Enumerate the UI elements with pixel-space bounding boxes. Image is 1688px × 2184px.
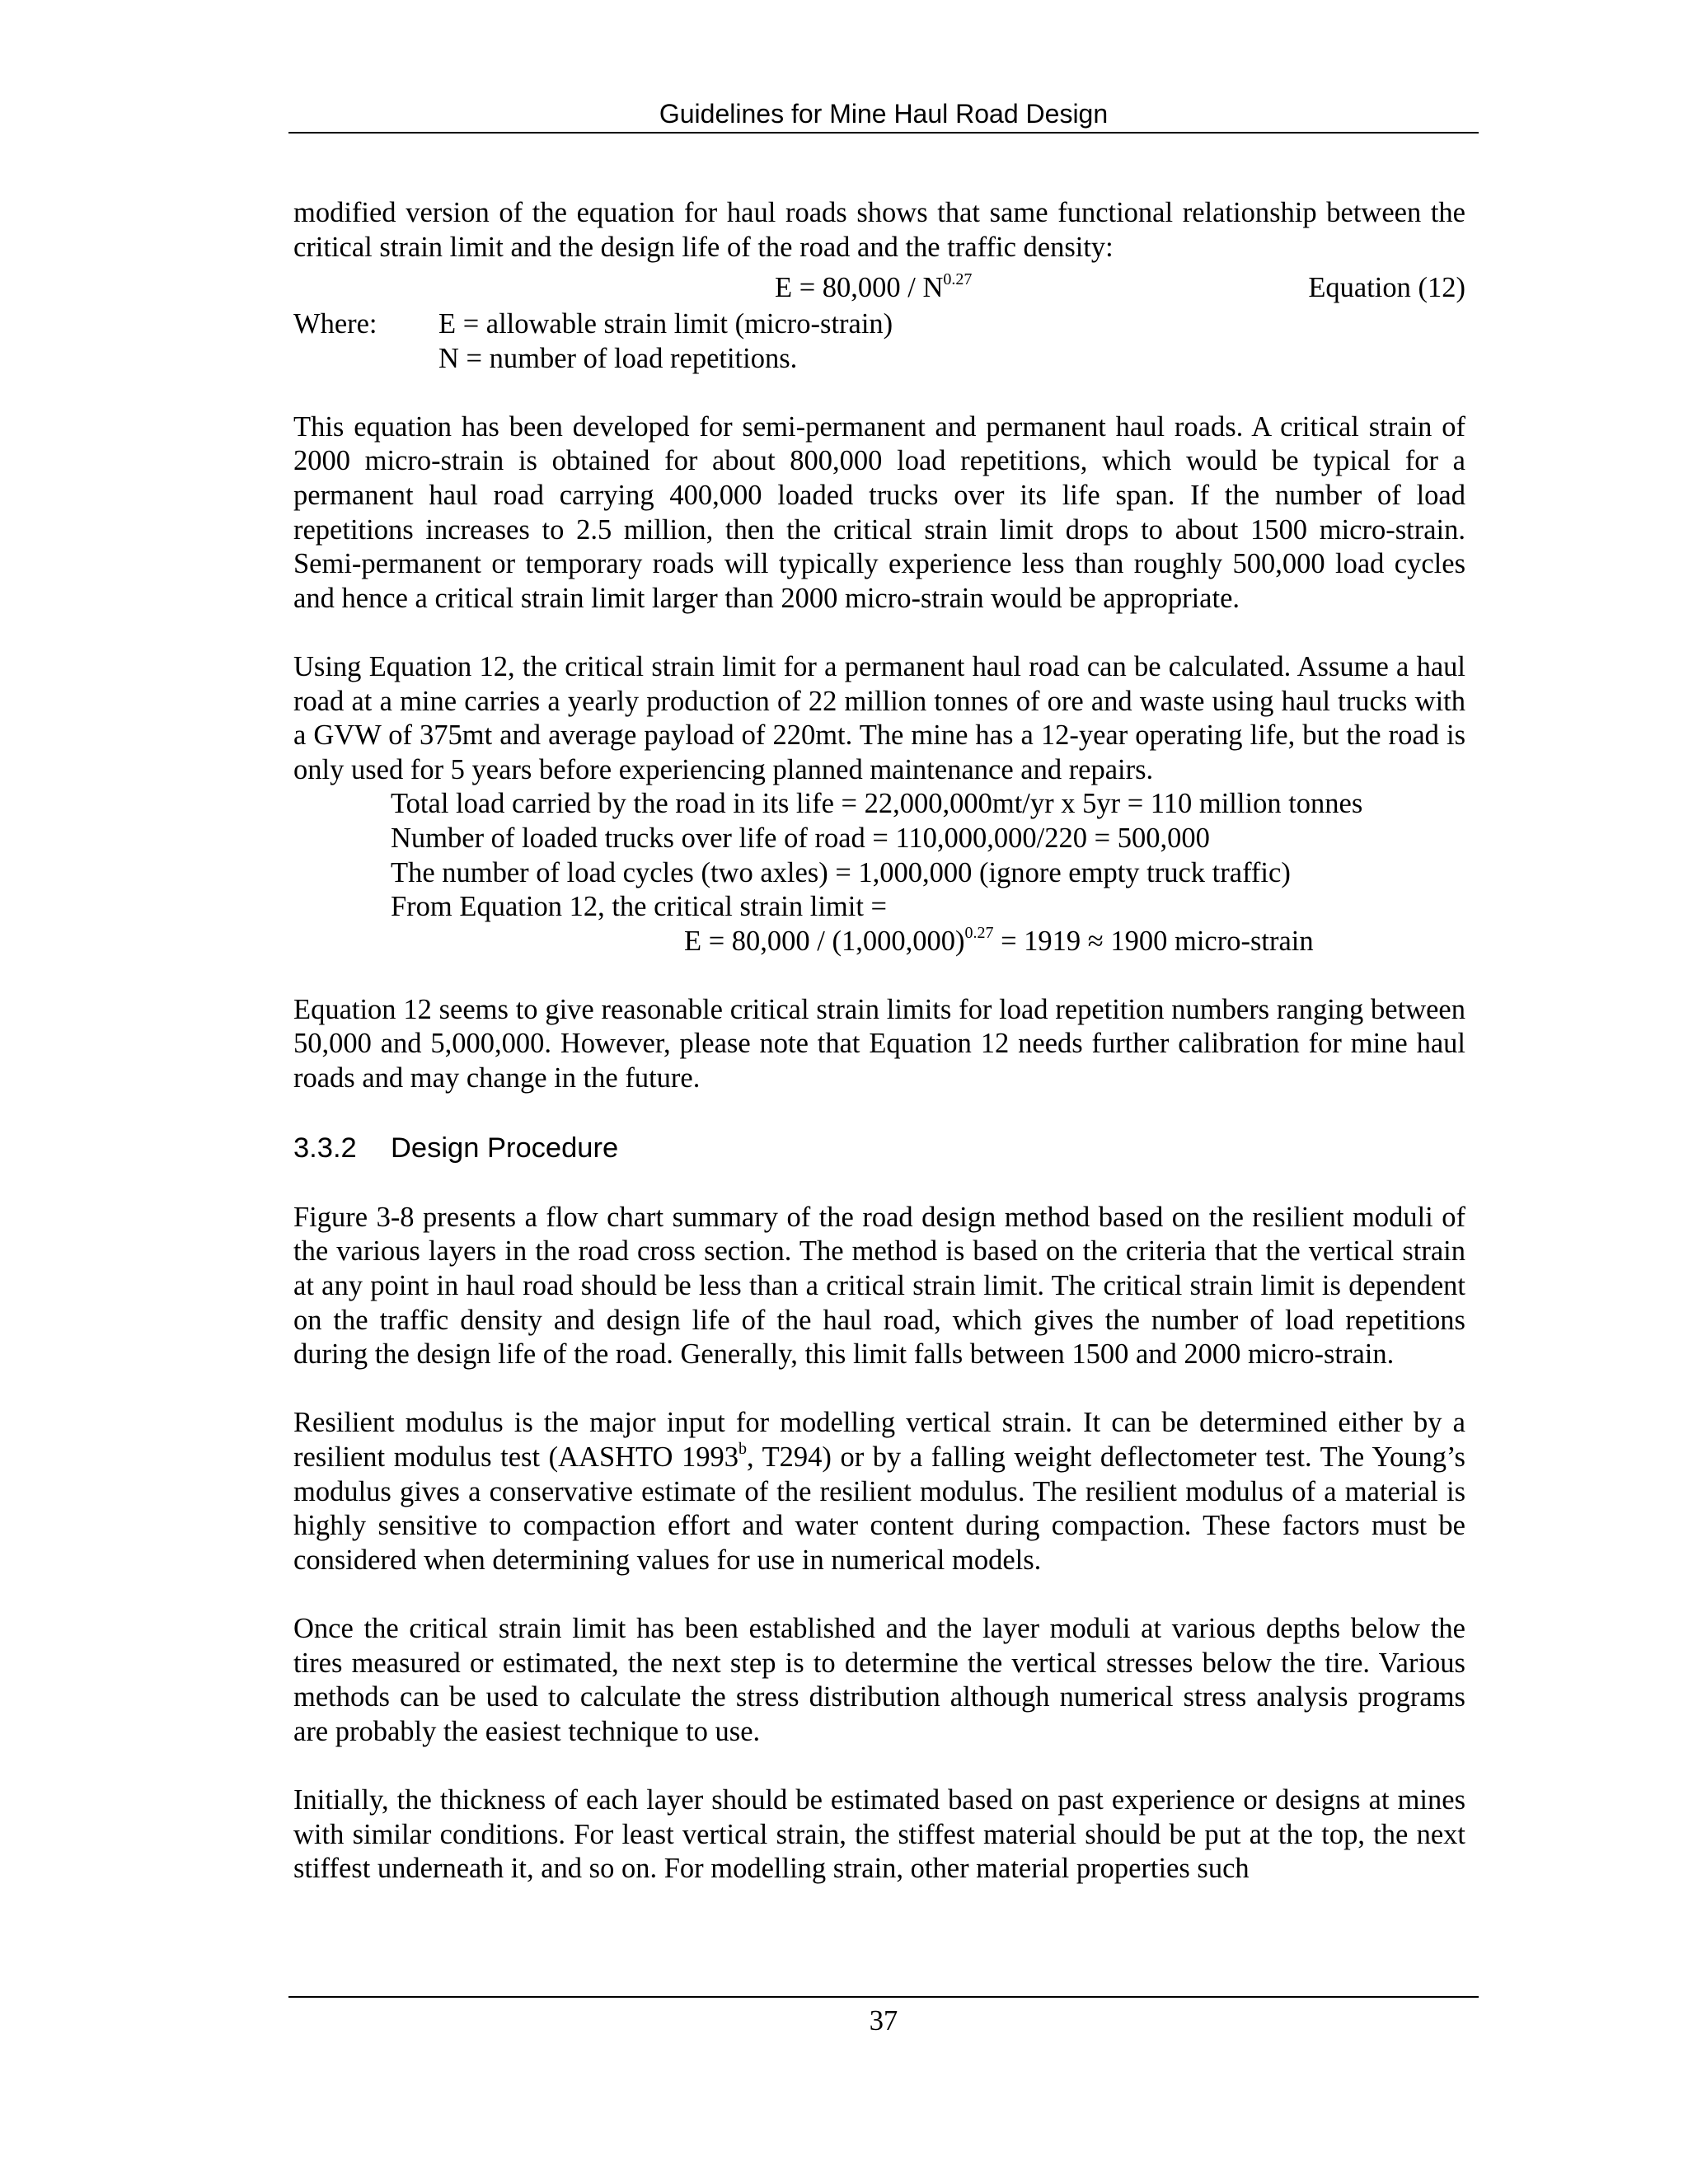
calculation-line-trucks: Number of loaded trucks over life of road = 110,000,000/220 = 500,000 bbox=[391, 822, 1210, 854]
result-base: E = 80,000 / (1,000,000) bbox=[684, 925, 965, 957]
running-header-title: Guidelines for Mine Haul Road Design bbox=[659, 99, 1109, 129]
definition-e: E = allowable strain limit (micro-strain) bbox=[438, 308, 893, 340]
layer-thickness-paragraph: Initially, the thickness of each layer should be estimated based on past experience or designs at mines with similar conditions. For least vertical strain, the stiffest material should be put at the top, the next stiffest underneath it, and so on. For modelling strain, other material properties such bbox=[293, 1783, 1465, 1885]
intro-paragraph: modified version of the equation for haul roads shows that same functional relationship between the critical strain limit and the design life of the road and the traffic density: bbox=[293, 197, 1465, 263]
reasonable-limits-paragraph: Equation 12 seems to give reasonable critical strain limits for load repetition numbers ranging between 50,000 and 5,000,000. However, please note that Equation 12 needs further calibration for mine haul roads and may change in the future. bbox=[293, 993, 1465, 1094]
footer-divider bbox=[288, 1996, 1479, 1998]
where-label: Where: bbox=[293, 308, 377, 340]
calculation-line-total-load: Total load carried by the road in its life = 22,000,000mt/yr x 5yr = 110 million tonnes bbox=[391, 788, 1363, 820]
resilient-text-before: Resilient modulus is the major input for modelling vertical strain. It can be determined either by a resilient modulus test (AASHTO 1993 bbox=[293, 1407, 1465, 1473]
definition-n: N = number of load repetitions. bbox=[438, 342, 798, 374]
header-divider bbox=[288, 132, 1479, 134]
equation-12 bbox=[293, 265, 1465, 307]
vertical-stresses-paragraph: Once the critical strain limit has been established and the layer moduli at various depths below the tires measured or estimated, the next step is to determine the vertical stresses below the tire. Various methods can be used to calculate the stress distribution although numerical stress analysis programs are probably the easiest technique to use. bbox=[293, 1612, 1465, 1747]
page-number: 37 bbox=[869, 2005, 898, 2036]
result-rest: = 1919 ≈ 1900 micro-strain bbox=[993, 925, 1314, 957]
calculation-line-load-cycles: The number of load cycles (two axles) = 1,000,000 (ignore empty truck traffic) bbox=[391, 856, 1291, 888]
flowchart-paragraph: Figure 3-8 presents a flow chart summary of the road design method based on the resilient moduli of the various layers in the road cross section. The method is based on the criteria that the vertical strain at any point in haul road should be less than a critical strain limit. The critical strain limit is dependent on the traffic density and design life of the haul road, which gives the number of load repetitions during the design life of the road. Generally, this limit falls between 1500 and 2000 micro-strain. bbox=[293, 1201, 1465, 1371]
page-body bbox=[293, 196, 1465, 1886]
resilient-text-after: , T294) or by a falling weight deflectometer test. The Young’s modulus gives a conservative estimate of the resilient modulus. The resilient modulus of a material is highly sensitive to compaction effort and water content during compaction. These factors must be considered when determining values for use in numerical models. bbox=[293, 1441, 1465, 1576]
resilient-modulus-paragraph bbox=[293, 1406, 1465, 1577]
semi-permanent-paragraph: This equation has been developed for semi-permanent and permanent haul roads. A critical strain of 2000 micro-strain is obtained for about 800,000 load repetitions, which would be typical for a permanent haul road carrying 400,000 loaded trucks over its life span. If the number of load repetitions increases to 2.5 million, then the critical strain limit drops to about 1500 micro-strain. Semi-permanent or temporary roads will typically experience less than roughly 500,000 load cycles and hence a critical strain limit larger than 2000 micro-strain would be appropriate. bbox=[293, 410, 1465, 614]
section-number: 3.3.2 bbox=[293, 1132, 357, 1165]
equation-label: Equation (12) bbox=[1308, 272, 1465, 304]
equation-exponent: 0.27 bbox=[943, 270, 973, 289]
equation-formula bbox=[775, 266, 972, 309]
result-exponent: 0.27 bbox=[964, 923, 994, 942]
calculation-line-intro: From Equation 12, the critical strain limit = bbox=[391, 891, 888, 923]
example-paragraph: Using Equation 12, the critical strain limit for a permanent haul road can be calculated. Assume a haul road at a mine carries a yearly production of 22 million tonnes of ore and waste using haul trucks with a GVW of 375mt and average payload of 220mt. The mine has a 12-year operating life, but the road is only used for 5 years before experiencing planned maintenance and repairs. bbox=[293, 650, 1465, 785]
where-definitions bbox=[293, 307, 1465, 376]
equation-base: E = 80,000 / N bbox=[775, 272, 944, 304]
section-title: Design Procedure bbox=[391, 1132, 619, 1165]
citation-superscript: b bbox=[738, 1440, 747, 1458]
calculation-result bbox=[293, 925, 1465, 959]
section-heading bbox=[293, 1130, 1465, 1166]
